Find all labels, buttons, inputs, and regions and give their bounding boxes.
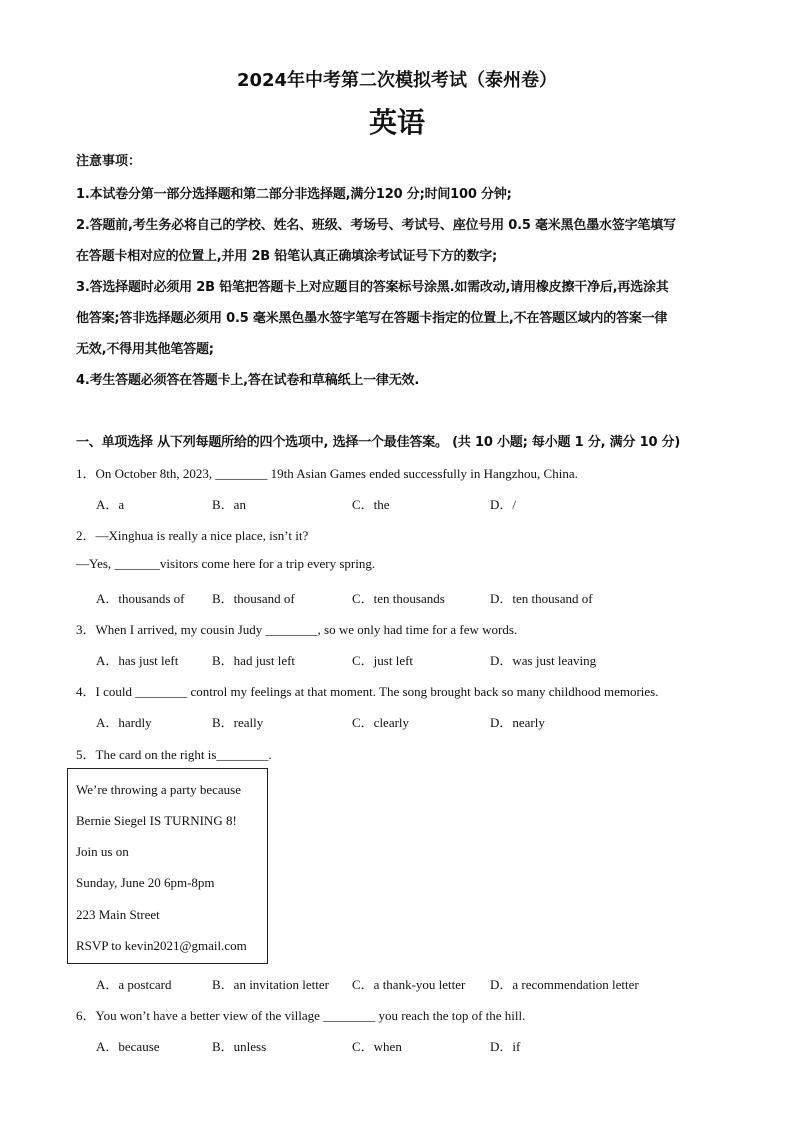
question-3-option-c: C．just left [352, 653, 414, 668]
question-1-stem: 1．On October 8th, 2023, ________ 19th Asian Games ended successfully in Hangzhou, China. [76, 466, 578, 481]
notice-line-7: 4.考生答题必须答在答题卡上,答在试卷和草稿纸上一律无效. [76, 373, 420, 388]
question-2-option-c: C．ten thousands [352, 591, 445, 606]
question-3-option-b: B．had just left [212, 653, 296, 668]
question-5-option-a: A．a postcard [96, 977, 172, 992]
notice-line-1: 1.本试卷分第一部分选择题和第二部分非选择题,满分120 分;时间100 分钟; [76, 187, 512, 202]
card-line-2: Bernie Siegel IS TURNING 8! [76, 813, 237, 828]
notice-heading: 注意事项： [76, 154, 142, 169]
question-2-options [96, 588, 736, 606]
question-1-option-b: B．an [212, 497, 246, 512]
question-6-option-d: D．if [490, 1039, 521, 1054]
question-6-option-b: B．unless [212, 1039, 267, 1054]
question-3-stem: 3．When I arrived, my cousin Judy ________, so we only had time for a few words. [76, 622, 518, 637]
question-5-option-b: B．an invitation letter [212, 977, 329, 992]
question-4-option-b: B．really [212, 715, 264, 730]
question-2-stem-line-2: —Yes, _______visitors come here for a trip every spring. [76, 556, 376, 571]
question-4-option-d: D．nearly [490, 715, 545, 730]
question-2-option-a: A．thousands of [96, 591, 185, 606]
notice-line-4: 3.答选择题时必须用 2B 铅笔把答题卡上对应题目的答案标号涂黑.如需改动,请用橡皮擦干净后,再选涂其 [76, 280, 669, 295]
question-5-option-c: C．a thank-you letter [352, 977, 466, 992]
question-1-option-d: D．/ [490, 497, 517, 512]
card-line-5: 223 Main Street [76, 907, 160, 922]
question-5-stem: 5．The card on the right is________. [76, 747, 272, 762]
question-1-options [96, 494, 736, 512]
question-4-options [96, 712, 736, 730]
question-5-option-d: D．a recommendation letter [490, 977, 639, 992]
question-6-options [96, 1036, 736, 1054]
question-4-option-c: C．clearly [352, 715, 410, 730]
question-6-option-a: A．because [96, 1039, 160, 1054]
question-2-option-d: D．ten thousand of [490, 591, 593, 606]
card-line-6: RSVP to kevin2021@gmail.com [76, 938, 247, 953]
question-5-options [96, 974, 736, 992]
question-3-options [96, 650, 736, 668]
question-1-option-c: C．the [352, 497, 390, 512]
card-line-1: We’re throwing a party because [76, 782, 241, 797]
question-1-option-a: A．a [96, 497, 125, 512]
exam-title: 2024年中考第二次模拟考试（泰州卷） [236, 70, 558, 91]
question-3-option-d: D．was just leaving [490, 653, 597, 668]
card-line-4: Sunday, June 20 6pm-8pm [76, 875, 215, 890]
question-6-stem: 6．You won’t have a better view of the village ________ you reach the top of the hill. [76, 1008, 526, 1023]
notice-line-5: 他答案;答非选择题必须用 0.5 毫米黑色墨水签字笔写在答题卡指定的位置上,不在答题区域内的答案一律 [76, 311, 668, 326]
notice-line-6: 无效,不得用其他笔答题; [76, 342, 214, 357]
question-4-option-a: A．hardly [96, 715, 152, 730]
question-4-stem: 4．I could ________ control my feelings at that moment. The song brought back so many childhood memories. [76, 684, 659, 699]
question-6-option-c: C．when [352, 1039, 402, 1054]
notice-line-2: 2.答题前,考生务必将自己的学校、姓名、班级、考场号、考试号、座位号用 0.5 毫米黑色墨水签字笔填写 [76, 218, 676, 233]
section-heading: 一、单项选择 从下列每题所给的四个选项中, 选择一个最佳答案。 (共 10 小题; 每小题 1 分, 满分 10 分) [76, 435, 681, 450]
notice-line-3: 在答题卡相对应的位置上,并用 2B 铅笔认真正确填涂考试证号下方的数字; [76, 249, 497, 264]
question-3-option-a: A．has just left [96, 653, 179, 668]
party-invitation-card [67, 768, 268, 964]
exam-subject: 英语 [368, 106, 425, 139]
question-2-stem: 2．—Xinghua is really a nice place, isn’t it? [76, 528, 309, 543]
question-2-option-b: B．thousand of [212, 591, 295, 606]
card-line-3: Join us on [76, 844, 129, 859]
